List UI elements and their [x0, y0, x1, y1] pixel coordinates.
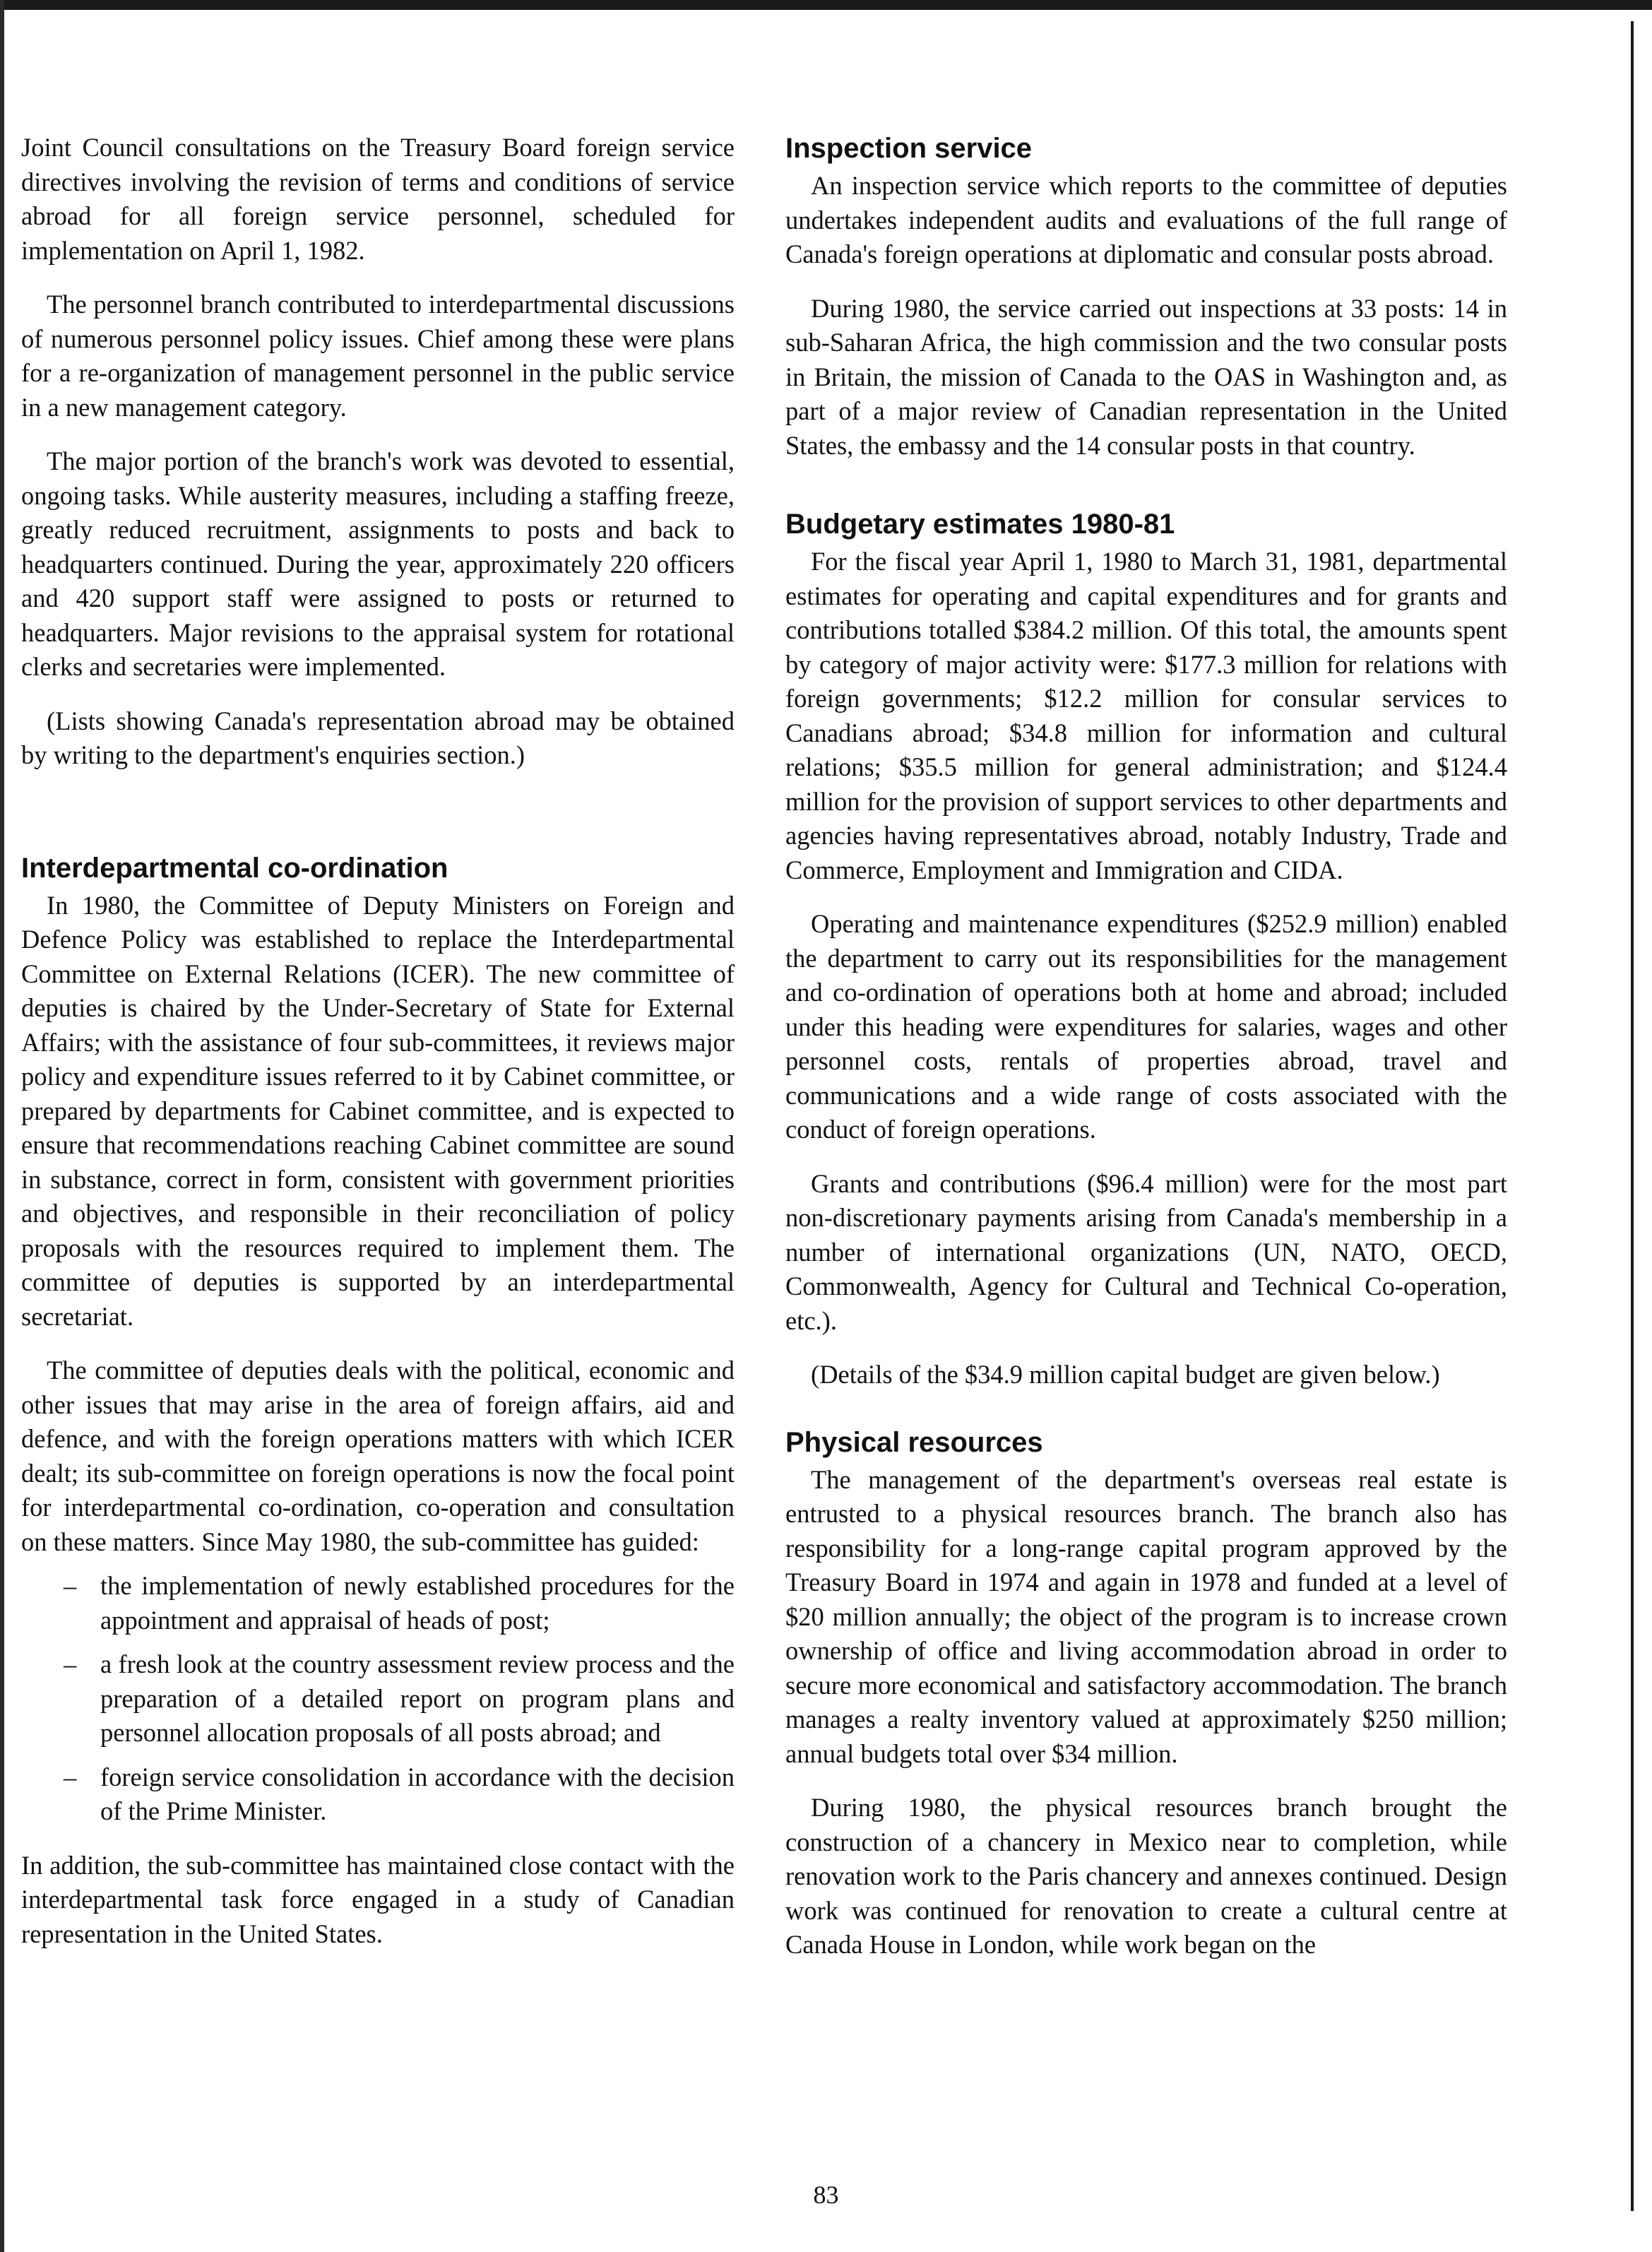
paragraph: An inspection service which reports to the committee of deputies undertakes independent audits and evaluations of the full range of Canada's foreign operations at diplomatic and consular posts abroad.: [785, 171, 1507, 268]
left-column: [21, 131, 735, 1971]
scan-top-edge: [0, 0, 1652, 10]
list-item: [21, 1569, 735, 1637]
paragraph: Operating and maintenance expenditures ($252.9 million) enabled the department to carry out its responsibilities for the management and co-ordination of operations both at home and abroad; included under this heading were expenditures for salaries, wages and other personnel costs, rentals of properties abroad, travel and communications and a wide range of costs associated with the conduct of foreign operations.: [785, 909, 1507, 1144]
dash-bullet: –: [64, 1762, 77, 1791]
section-heading-inspection: Inspection service: [785, 133, 1033, 164]
paragraph: During 1980, the physical resources branch brought the construction of a chancery in Mexico near to completion, while renovation work to the Paris chancery and annexes continued. Design work was continued for renovation to create a cultural centre at Canada House in London, while work began on the: [785, 1793, 1507, 1959]
list-item: [21, 1760, 735, 1829]
paragraph: (Lists showing Canada's representation abroad may be obtained by writing to the department's enquiries section.): [21, 706, 735, 769]
paragraph: The management of the department's overseas real estate is entrusted to a physical resources branch. The branch also has responsibility for a long-range capital program approved by the Treasury Board in 1974 and again in 1978 and funded at a level of $20 million annually; the object of the program is to increase crown ownership of office and living accommodation abroad in order to secure more economical and satisfactory accommodation. The branch manages a realty inventory valued at approximately $250 million; annual budgets total over $34 million.: [785, 1464, 1507, 1768]
list-item-text: a fresh look at the country assessment review process and the preparation of a detailed report on program plans and personnel allocation proposals of all posts abroad; and: [100, 1649, 735, 1747]
paragraph: During 1980, the service carried out inspections at 33 posts: 14 in sub-Saharan Africa, the high commission and the two consular posts in Britain, the mission of Canada to the OAS in Washington and, as part of a major review of Canadian representation in the United States, the embassy and the 14 consular posts in that country.: [785, 293, 1507, 460]
paragraph: In addition, the sub-committee has maintained close contact with the interdepartmental task force engaged in a study of Canadian representation in the United States.: [21, 1850, 735, 1948]
right-column: [785, 131, 1507, 1982]
continued-paragraph: Joint Council consultations on the Treasury Board foreign service directives involving the revision of terms and conditions of service abroad for all foreign service personnel, scheduled for implementation on April 1, 1982.: [21, 133, 735, 265]
page-number: 83: [813, 2181, 839, 2209]
dash-bullet: –: [64, 1649, 77, 1678]
section-heading-budgetary: Budgetary estimates 1980-81: [785, 509, 1175, 540]
scan-left-edge: [0, 0, 4, 2252]
dash-bullet: –: [64, 1571, 77, 1600]
paragraph: In 1980, the Committee of Deputy Ministers on Foreign and Defence Policy was established to replace the Interdepartmental Committee on External Relations (ICER). The new committee of deputies is chaired by the Under-Secretary of State for External Affairs; with the assistance of four sub-committees, it reviews major policy and expenditure issues referred to it by Cabinet committee, or prepared by departments for Cabinet committee, and is expected to ensure that recommendations reaching Cabinet committee are sound in substance, correct in form, consistent with government priorities and objectives, and responsible in their reconciliation of policy proposals with the resources required to implement them. The committee of deputies is supported by an interdepartmental secretariat.: [21, 890, 735, 1331]
list-item: [21, 1647, 735, 1750]
scan-right-edge: [1631, 21, 1634, 2211]
guided-items-list: [21, 1569, 735, 1829]
paragraph: For the fiscal year April 1, 1980 to March 31, 1981, departmental estimates for operating and capital expenditures and for grants and contributions totalled $384.2 million. Of this total, the amounts spent by category of major activity were: $177.3 million for relations with foreign governments; $12.2 million for consular services to Canadians abroad; $34.8 million for information and cultural relations; $35.5 million for general administration; and $124.4 million for the provision of support services to other departments and agencies having representatives abroad, notably Industry, Trade and Commerce, Employment and Immigration and CIDA.: [785, 547, 1507, 884]
section-heading-interdepartmental: Interdepartmental co-ordination: [21, 852, 448, 884]
section-heading-physical: Physical resources: [785, 1426, 1043, 1458]
paragraph: The major portion of the branch's work was devoted to essential, ongoing tasks. While austerity measures, including a staffing freeze, greatly reduced recruitment, assignments to posts and back to headquarters continued. During the year, approximately 220 officers and 420 support staff were assigned to posts or returned to headquarters. Major revisions to the appraisal system for rotational clerks and secretaries were implemented.: [21, 446, 735, 681]
list-item-text: foreign service consolidation in accordance with the decision of the Prime Minister.: [100, 1762, 735, 1825]
paragraph: The committee of deputies deals with the political, economic and other issues that may arise in the area of foreign affairs, aid and defence, and with the foreign operations matters with which ICER dealt; its sub-committee on foreign operations is now the focal point for interdepartmental co-ordination, co-operation and consultation on these matters. Since May 1980, the sub-committee has guided:: [21, 1356, 735, 1556]
list-item-text: the implementation of newly established procedures for the appointment and appraisal of heads of post;: [100, 1571, 735, 1635]
paragraph: The personnel branch contributed to interdepartmental discussions of numerous personnel policy issues. Chief among these were plans for a re-organization of management personnel in the public service in a new management category.: [21, 290, 735, 422]
paragraph: Grants and contributions ($96.4 million) were for the most part non-discretionary payments arising from Canada's membership in a number of international organizations (UN, NATO, OECD, Commonwealth, Agency for Cultural and Technical Co-operation, etc.).: [785, 1168, 1507, 1335]
paragraph: (Details of the $34.9 million capital budget are given below.): [811, 1360, 1440, 1389]
